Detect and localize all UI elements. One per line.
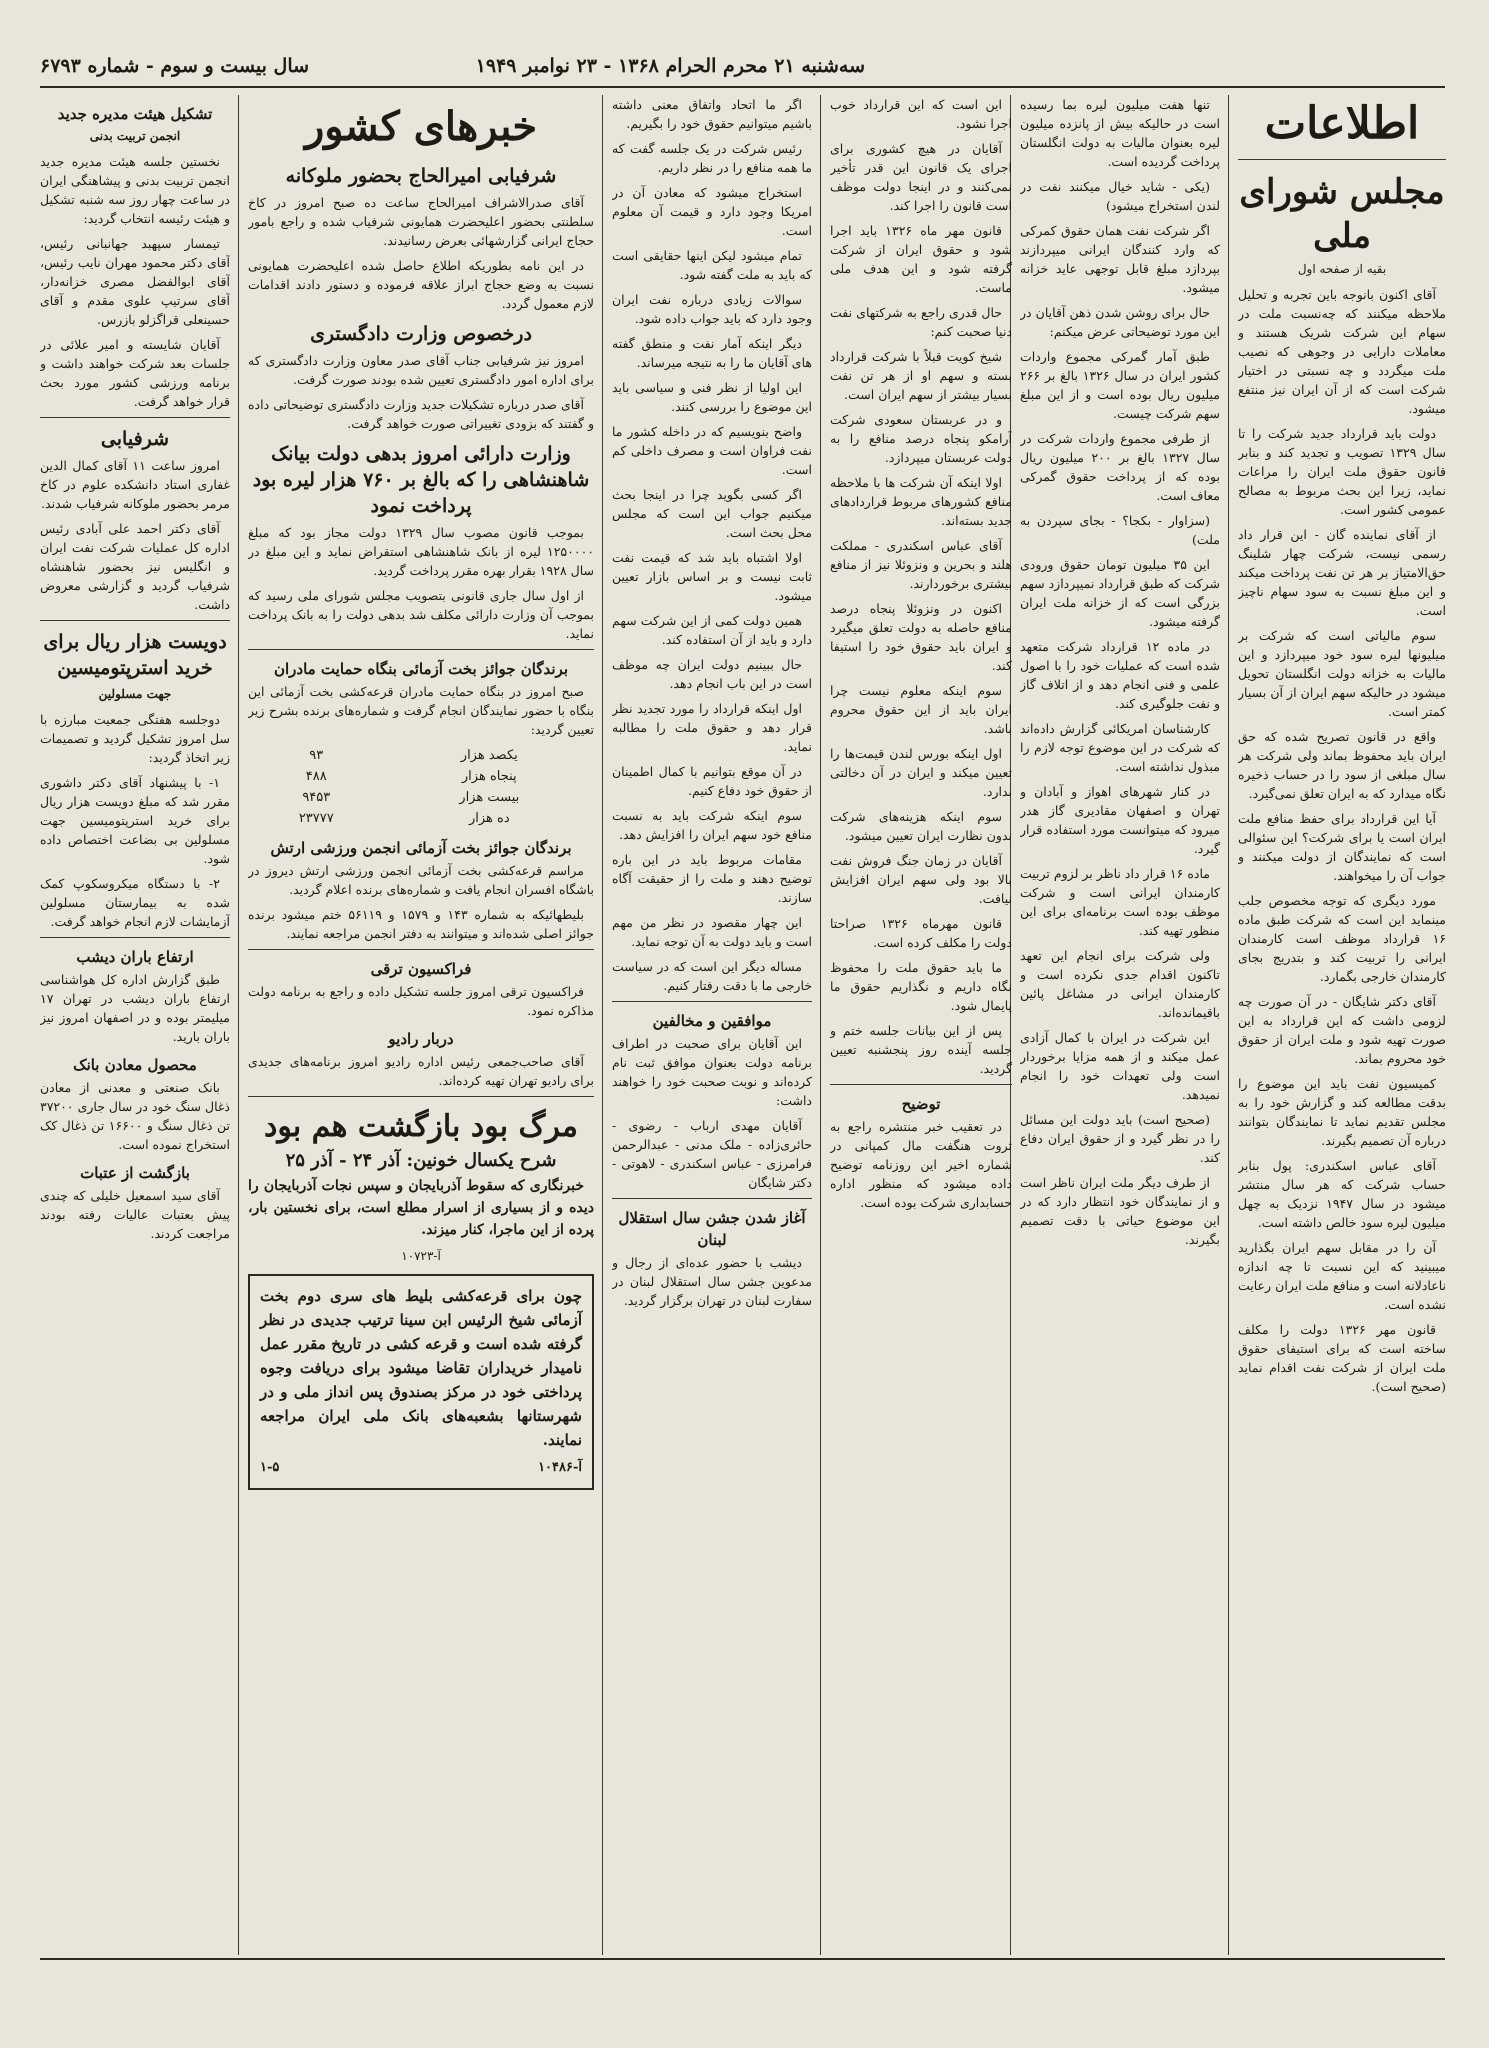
article-paragraph: امروز ساعت ۱۱ آقای کمال الدین غفاری استاد دانشکده علوم در کاخ مرمر بحضور ملوکانه شرفیاب شدند.: [40, 458, 230, 511]
article-paragraph: (یکی - شاید خیال میکنند نفت در لندن استخراج میشود): [1020, 179, 1220, 213]
headline-faction: فراکسیون ترقی: [370, 960, 472, 978]
article-paragraph: پس از این بیانات جلسه ختم و جلسه آینده روز پنجشنبه تعیین گردید.: [830, 1023, 1012, 1076]
issue-date: سه‌شنبه ۲۱ محرم الحرام ۱۳۶۸ - ۲۳ نوامبر ۱۹۴۹: [475, 55, 865, 77]
lebanon-title: آغاز شدن جشن سال استقلال لبنان: [618, 1209, 806, 1249]
ad-code: آ-۱۰۴۸۶: [538, 1460, 582, 1475]
article-paragraph: در این نامه بطوریکه اطلاع حاصل شده اعلیحضرت همایونی نسبت به وضع حجاج ابراز علاقه فرموده و دستور دادند اقدامات لازم معمول گردد.: [248, 258, 594, 311]
divider: [40, 937, 230, 938]
article-paragraph: از آقای نماینده گان - این قرار داد رسمی نیست، شرکت چهار شلینگ حق‌الامتیاز بر هر تن نفت پرداخت میکند و این مبلغ نسبت به سود سهام ناچیز است.: [1238, 527, 1446, 618]
article-paragraph: مورد دیگری که توجه مخصوص جلب مینماید این است که شرکت طبق ماده ۱۶ قرارداد موظف است کارمندان ایرانی را تربیت کند و بتدریج بجای کارمندان خارجی بگمارد.: [1238, 893, 1446, 984]
headline-lottery-mothers: برندگان جوائز بخت آزمائی بنگاه حمایت مادران: [273, 660, 569, 678]
ad-mark: ۱-۵: [260, 1460, 280, 1475]
supporters-names: آقایان مهدی ارباب - رضوی - حائری‌زاده - ملک مدنی - عبدالرحمن فرامرزی - عباس اسکندری - لاهوتی - دکتر شایگان: [612, 1118, 812, 1190]
table-row: [248, 808, 594, 829]
article-paragraph: تمام میشود لیکن اینها حقایقی است که باید به ملت گفته شود.: [612, 248, 812, 282]
serial-banner-title: مرگ بود بازگشت هم بود: [264, 1109, 578, 1144]
headline-lottery-army: برندگان جوائز بخت آزمائی انجمن ورزشی ارتش: [270, 839, 572, 857]
article-paragraph: حال برای روشن شدن ذهن آقایان در این مورد توضیحاتی عرض میکنم:: [1020, 305, 1220, 339]
article-paragraph: فراکسیون ترقی امروز جلسه تشکیل داده و راجع به برنامه دولت مذاکره نمود.: [248, 984, 594, 1018]
divider: [612, 1001, 812, 1002]
article-paragraph: مراسم قرعه‌کشی بخت آزمائی انجمن ورزشی ارتش دیروز در باشگاه افسران انجام یافت و شماره‌های برنده اعلام گردید.: [248, 863, 594, 897]
lottery-ad-box: [248, 1274, 594, 1490]
headline-audience: شرفیابی: [100, 428, 170, 450]
headline-board: تشکیل هیئت مدیره جدید: [57, 105, 213, 123]
column-parliament: [1238, 95, 1446, 1955]
column-oil-debate-continued: [612, 95, 812, 1955]
article-paragraph: ۱- با پیشنهاد آقای دکتر داشوری مقرر شد که مبلغ دویست هزار ریال برای خرید استرپتومیسین جهت مسلولین بی بضاعت اختصاص داده شود.: [40, 775, 230, 866]
serial-banner-subtitle: شرح یکسال خونین: آذر ۲۴ - آذر ۲۵: [285, 1150, 557, 1171]
column-oil-debate: [830, 95, 1012, 1955]
article-paragraph: آقای صدرالاشراف امیرالحاج ساعت ده صبح امروز در کاخ سلطنتی بحضور اعلیحضرت همایونی شرفیاب شده و راجع بامور حجاج ایرانی گزارشهائی بعرض رسانیدند.: [248, 195, 594, 248]
article-paragraph: اگر ما اتحاد واتفاق معنی داشته باشیم میتوانیم حقوق خود را بگیریم.: [612, 97, 812, 131]
article-paragraph: این است که این قرارداد خوب اجرا نشود.: [830, 97, 1012, 131]
article-paragraph: همین دولت کمی از این شرکت سهم دارد و باید از آن استفاده کند.: [612, 613, 812, 647]
article-paragraph: در آن موقع بتوانیم با کمال اطمینان از حقوق خود دفاع کنیم.: [612, 764, 812, 798]
lottery-ad-text: چون برای قرعه‌کشی بلیط های سری دوم بخت آزمائی شیخ الرئیس ابن سینا ترتیب جدیدی در نظر گرفته شده است و قرعه کشی در تاریخ مقرر عمل نامیدار خریداران تقاضا میشود برای دریافت وجوه پرداختی خود در مرکز بصندوق پس انداز ملی و در شهرستانها بشعبه‌های بانک ملی ایران مراجعه نمایند.: [260, 1287, 582, 1449]
table-row: [248, 766, 594, 787]
article-paragraph: آقایان در زمان جنگ فروش نفت بالا بود ولی سهم ایران افزایش نیافت.: [830, 853, 1012, 906]
article-paragraph: در ماده ۱۲ قرارداد شرکت متعهد شده است که عملیات خود را با اصول علمی و فنی انجام دهد و از اتلاف گاز و نفت جلوگیری کند.: [1020, 639, 1220, 711]
ticket-number: ۹۳: [309, 748, 324, 763]
divider: [248, 949, 594, 950]
prize-label: پنجاه هزار: [461, 769, 517, 784]
article-paragraph: این شرکت در ایران با کمال آزادی عمل میکند و از همه مزایا برخوردار است ولی تعهدات خود را انجام نمیدهد.: [1020, 1030, 1220, 1102]
serial-banner-text: خبرنگاری که سقوط آذربایجان و سپس نجات آذربایجان را دیده و از بسیاری از اسرار مطلع است، برای نخستین بار، پرده از این ماجرا، کنار میزند.: [248, 1178, 594, 1238]
article-paragraph: مساله دیگر این است که در سیاست خارجی ما با دقت رفتار کنیم.: [612, 959, 812, 993]
divider: [1238, 159, 1446, 160]
divider: [40, 620, 230, 621]
column-rule: [602, 95, 603, 1955]
column-rule: [238, 95, 239, 1955]
article-paragraph: در کنار شهرهای اهواز و آبادان و تهران و اصفهان مقادیری گاز هدر میرود که میتوانست مورد استفاده قرار گیرد.: [1020, 784, 1220, 856]
article-paragraph: قانون مهر ماه ۱۳۲۶ باید اجرا شود و حقوق ایران از شرکت گرفته شود و این هدف ملی ماست.: [830, 223, 1012, 295]
article-paragraph: اگر شرکت نفت همان حقوق کمرکی که وارد کنندگان ایرانی میپردازند بپردازد مبلغ قابل توجهی عاید خزانه میشود.: [1020, 223, 1220, 295]
article-paragraph: واضح بنویسیم که در داخله کشور ما نفت فراوان است و مصرف داخلی کم است.: [612, 424, 812, 477]
section-title-domestic: خبرهای کشور: [304, 103, 538, 150]
ticket-number: ۹۴۵۳: [302, 790, 331, 805]
article-paragraph: حال ببینیم دولت ایران چه موظف است در این باب انجام دهد.: [612, 657, 812, 691]
lebanon-text: دیشب با حضور عده‌ای از رجال و مدعوین جشن سال استقلال لبنان در سفارت لبنان در تهران برگزار گردید.: [612, 1255, 812, 1308]
article-paragraph: سوم اینکه شرکت باید به نسبت منافع خود سهم ایران را افزایش دهد.: [612, 808, 812, 842]
article-paragraph: قانون مهرماه ۱۳۲۶ صراحتا دولت را مکلف کرده است.: [830, 916, 1012, 950]
headline-radio: دربار رادیو: [388, 1030, 454, 1048]
subhead-streptomycin: جهت مسلولین: [98, 687, 172, 701]
article-paragraph: سوم مالیاتی است که شرکت بر میلیونها لیره سود خود میپردازد و این مالیات به خزانه دولت انگلستان تحویل میشود در حالیکه سهم ایران از آن بسیار کمتر است.: [1238, 628, 1446, 719]
prize-label: ده هزار: [468, 811, 510, 826]
article-paragraph: (صحیح است) باید دولت این مسائل را در نظر گیرد و از حقوق ایران دفاع کند.: [1020, 1112, 1220, 1165]
column-parliament-continued: [1020, 95, 1220, 1955]
article-paragraph: سوالات زیادی درباره نفت ایران وجود دارد که باید جواب داده شود.: [612, 292, 812, 326]
article-paragraph: آقایان در هیچ کشوری برای اجرای یک قانون این قدر تأخیر نمی‌کنند و در اینجا دولت موظف است قانون را اجرا کند.: [830, 141, 1012, 213]
article-paragraph: ولی شرکت برای انجام این تعهد تاکنون اقدام جدی نکرده است و کارمندان ایرانی در مشاغل پائین باقیمانده‌اند.: [1020, 948, 1220, 1020]
column-briefs: [40, 95, 230, 1955]
article-paragraph: قانون مهر ۱۳۲۶ دولت را مکلف ساخته است که برای استیفای حقوق ملت ایران از شرکت نفت اقدام نماید (صحیح است).: [1238, 1322, 1446, 1394]
article-paragraph: اولا اشتباه باید شد که قیمت نفت ثابت نیست و بر اساس بازار تعیین میشود.: [612, 550, 812, 603]
article-paragraph: تیمسار سپهبد جهانبانی رئیس، آقای دکتر محمود مهران نایب رئیس، آقای ابوالفضل مصری خزانه‌دار، آقای سرتیپ علوی مقدم و آقای حسینعلی قراگزلو بازرس.: [40, 236, 230, 327]
article-paragraph: اولا اینکه آن شرکت ها با ملاحظه منافع کشورهای مربوط قراردادهای جدید بسته‌اند.: [830, 475, 1012, 528]
article-paragraph: (سزاوار - بکجا؟ - بجای سپردن به ملت): [1020, 513, 1220, 547]
article-paragraph: آقای دکتر شایگان - در آن صورت چه لزومی داشت که این قرارداد به این صورت تهیه شود و ملت ایران از حقوق خود محروم بماند.: [1238, 994, 1446, 1066]
article-paragraph: آقای صاحب‌جمعی رئیس اداره رادیو امروز برنامه‌های جدیدی برای رادیو تهران تهیه کرده‌اند.: [248, 1054, 594, 1088]
article-paragraph: سوم اینکه معلوم نیست چرا ایران باید از این حقوق محروم باشد.: [830, 683, 1012, 736]
article-paragraph: دوجلسه هفتگی جمعیت مبارزه با سل امروز تشکیل گردید و تصمیمات زیر اتخاذ گردید:: [40, 712, 230, 765]
divider: [830, 1084, 1012, 1085]
divider: [248, 1096, 594, 1097]
article-paragraph: از اول سال جاری قانونی بتصویب مجلس شورای ملی رسید که بموجب آن وزارت دارائی مکلف شد بدهی دولت را به بانک پرداخت نماید.: [248, 588, 594, 641]
article-paragraph: ۲- با دستگاه میکروسکوپ کمک شده به بیمارستان مسلولین آزمایشات لازم انجام خواهد گرفت.: [40, 876, 230, 929]
article-paragraph: بلیطهائیکه به شماره ۱۴۳ و ۱۵۷۹ و ۵۶۱۱۹ ختم میشود برنده جوائز اصلی شده‌اند و میتوانند به دفتر انجمن مراجعه نمایند.: [248, 907, 594, 941]
article-paragraph: این اولیا از نظر فنی و سیاسی باید این موضوع را بررسی کنند.: [612, 380, 812, 414]
article-paragraph: شیخ کویت قبلاً با شرکت قرارداد بسته و سهم او از هر تن نفت بسیار بیشتر از سهم ایران است.: [830, 349, 1012, 402]
prize-label: بیست هزار: [459, 790, 520, 805]
table-row: [248, 787, 594, 808]
article-paragraph: حال قدری راجع به شرکتهای نفت دنیا صحبت کنم:: [830, 305, 1012, 339]
article-paragraph: استخراج میشود که معادن آن در امریکا وجود دارد و قیمت آن معلوم است.: [612, 185, 812, 238]
column-rule: [820, 95, 821, 1955]
article-paragraph: اگر کسی بگوید چرا در اینجا بحث میکنیم جواب این است که مجلس محل بحث است.: [612, 487, 812, 540]
column-rule: [1228, 95, 1229, 1955]
column-domestic-news: [248, 95, 594, 1955]
article-paragraph: صبح امروز در بنگاه حمایت مادران قرعه‌کشی بخت آزمائی این بنگاه با حضور نمایندگان انجام گرفت و شماره‌های برنده بشرح زیر تعیین گردید:: [248, 684, 594, 737]
article-paragraph: آقای دکتر احمد علی آبادی رئیس اداره کل عملیات شرکت نفت ایران و انگلیس نیز بحضور شاهنشاه شرفیاب گردید و گزارشی معروض داشت.: [40, 521, 230, 612]
notice-title: توضیح: [901, 1095, 941, 1113]
article-paragraph: مقامات مربوط باید در این باره توضیح دهند و ملت را از حقیقت آگاه سازند.: [612, 852, 812, 905]
article-paragraph: دیگر اینکه آمار نفت و منطق گفته های آقایان ما را به نتیجه میرساند.: [612, 336, 812, 370]
masthead-logo: اطلاعات: [1264, 98, 1420, 149]
article-paragraph: بانک صنعتی و معدنی از معادن ذغال سنگ خود در سال جاری ۳۷۲۰۰ تن ذغال سنگ و ۱۶۶۰۰ تن ذغال کک استخراج نموده است.: [40, 1080, 230, 1152]
article-paragraph: آیا این قرارداد برای حفظ منافع ملت ایران است یا برای شرکت؟ این سئوالی است که نمایندگان از دولت میکنند و جواب آن را میخواهند.: [1238, 811, 1446, 883]
lottery-results-table: [248, 745, 594, 829]
headline-finance: وزارت دارائی امروز بدهی دولت بیانک شاهنشاهی را که بالغ بر ۷۶۰ هزار لیره بود پرداخت نمود: [252, 443, 590, 517]
issue-number: سال بیست و سوم - شماره ۶۷۹۳: [40, 55, 310, 77]
article-paragraph: سوم اینکه هزینه‌های شرکت بدون نظارت ایران تعیین میشود.: [830, 809, 1012, 843]
article-paragraph: این چهار مقصود در نظر من مهم است و باید دولت به آن توجه نماید.: [612, 915, 812, 949]
article-paragraph: آقای عباس اسکندری: پول بنابر حساب شرکت که هر سال منتشر میشود در سال ۱۹۴۷ نزدیک به چهل میلیون لیره سود خالص داشته است.: [1238, 1158, 1446, 1230]
article-paragraph: از طرف دیگر ملت ایران ناظر است و از نمایندگان خود انتظار دارد که در این موضوع حیاتی با دقت تصمیم بگیرند.: [1020, 1175, 1220, 1247]
subhead-board: انجمن تربیت بدنی: [89, 129, 181, 143]
article-paragraph: آقای صدر درباره تشکیلات جدید وزارت دادگستری توضیحاتی داده و گفتند که بزودی تغییراتی صورت خواهد گرفت.: [248, 397, 594, 431]
header-rule: [40, 86, 1445, 88]
article-paragraph: این ۳۵ میلیون تومان حقوق ورودی شرکت که طبق قرارداد نمیپردازد سهم بزرگی است که از خزانه ملت ایران گرفته میشود.: [1020, 557, 1220, 629]
ticket-number: ۴۸۸: [305, 769, 327, 784]
notice-text: در تعقیب خبر منتشره راجع به ثروت هنگفت مال کمپانی در شماره اخیر این روزنامه توضیح داده میشود که منظور اداره حسابداری شرکت بوده است.: [830, 1119, 1012, 1210]
article-paragraph: طبق آمار گمرکی مجموع واردات کشور ایران در سال ۱۳۲۶ بالغ بر ۲۶۶ میلیون ریال بوده است و از این مبلغ سهم شرکت چیست.: [1020, 349, 1220, 421]
table-row: [248, 745, 594, 766]
article-paragraph: رئیس شرکت در یک جلسه گفت که ما همه منافع را در نظر داریم.: [612, 141, 812, 175]
divider: [248, 649, 594, 650]
continued-label: بقیه از صفحه اول: [1297, 262, 1387, 276]
footer-rule: [40, 1958, 1445, 1960]
article-paragraph: ما باید حقوق ملت را محفوظ نگاه داریم و نگذاریم حقوق ما پایمال شود.: [830, 960, 1012, 1013]
article-paragraph: کمیسیون نفت باید این موضوع را بدقت مطالعه کند و گزارش خود را به مجلس تقدیم نماید تا نمایندگان بتوانند درباره آن تصمیم بگیرند.: [1238, 1076, 1446, 1148]
article-paragraph: دولت باید قرارداد جدید شرکت را تا سال ۱۳۲۹ تصویب و تجدید کند و بنابر قانون حقوق ملت ایران را مراعات نماید، زیرا این بحث مربوط به مصالح عمومی کشور است.: [1238, 426, 1446, 517]
dateline-bar: [40, 48, 1445, 84]
divider: [40, 417, 230, 418]
article-paragraph: نخستین جلسه هیئت مدیره جدید انجمن تربیت بدنی و پیشاهنگی ایران در ساعت چهار روز سه شنبه تشکیل و هیئت رئیسه انتخاب گردید:: [40, 154, 230, 226]
article-paragraph: آقای عباس اسکندری - مملکت هلند و بحرین و ونزوئلا نیز از منافع بیشتری برخوردارند.: [830, 538, 1012, 591]
article-paragraph: و در عربستان سعودی شرکت آرامکو پنجاه درصد منافع را به دولت عربستان میپردازد.: [830, 412, 1012, 465]
article-paragraph: اول اینکه بورس لندن قیمت‌ها را تعیین میکند و ایران در آن دخالتی ندارد.: [830, 746, 1012, 799]
article-paragraph: امروز نیز شرفیابی جناب آقای صدر معاون وزارت دادگستری که برای اداره امور دادگستری تعیین شده بودند صورت گرفت.: [248, 353, 594, 387]
article-paragraph: طبق گزارش اداره کل هواشناسی ارتفاع باران دیشب در تهران ۱۷ میلیمتر بوده و در اصفهان امروز نیز باران بارید.: [40, 972, 230, 1044]
headline-mines: محصول معادن بانک: [73, 1056, 197, 1074]
article-paragraph: بموجب قانون مصوب سال ۱۳۲۹ دولت مجاز بود که مبلغ ۱۲۵۰۰۰۰ لیره از بانک شاهنشاهی استقراض نماید و این مبلغ در سال ۱۹۲۸ بقرار بهره مقرر پرداخت گردید.: [248, 525, 594, 578]
supporters-text: این آقایان برای صحبت در اطراف برنامه دولت بعنوان موافق ثبت نام کرده‌اند و نوبت صحبت خود را خواهند داشت:: [612, 1036, 812, 1108]
headline-parliament: مجلس شورای ملی: [1239, 172, 1445, 256]
article-paragraph: تنها هفت میلیون لیره بما رسیده است در حالیکه بیش از پانزده میلیون لیره بعنوان مالیات به دولت انگلستان پرداخت گردیده است.: [1020, 97, 1220, 169]
article-paragraph: کارشناسان امریکائی گزارش داده‌اند که شرکت در این موضوع توجه لازم را مبذول نداشته است.: [1020, 721, 1220, 774]
divider: [612, 1198, 812, 1199]
ticket-number: ۲۳۷۷۷: [298, 811, 334, 826]
headline-return: بازگشت از عتبات: [80, 1164, 190, 1182]
article-paragraph: اکنون در ونزوئلا پنجاه درصد منافع حاصله به دولت تعلق میگیرد و ایران باید حقوق خود را استیفا کند.: [830, 601, 1012, 673]
article-paragraph: آقای اکنون بانوجه باین تجربه و تحلیل ملاحظه میکنند که چه‌نسبت ملت در سهام این شرکت شریک هستند و معاملات دارایی در وجوهی که نصیب ملت میگردد و چه نسبتی در اختیار شرکت است که از آن ایران نیز منتفع میشود.: [1238, 287, 1446, 416]
article-paragraph: آن را در مقابل سهم ایران بگذارید میبینید که این نسبت تا چه اندازه ناعادلانه است و منافع ملت ایران رعایت نشده است.: [1238, 1240, 1446, 1312]
article-paragraph: اول اینکه قرارداد را مورد تجدید نظر قرار دهد و حقوق ملت را مطالبه نماید.: [612, 701, 812, 754]
headline-justice: درخصوص وزارت دادگستری: [310, 323, 532, 345]
article-paragraph: از طرفی مجموع واردات شرکت در سال ۱۳۲۷ بالغ بر ۲۰۰ میلیون ریال بوده که از پرداخت حقوق گمرکی معاف است.: [1020, 431, 1220, 503]
article-paragraph: آقای سید اسمعیل خلیلی که چندی پیش بعتبات عالیات رفته بودند مراجعت کردند.: [40, 1188, 230, 1241]
article-paragraph: آقایان شایسته و امیر علائی در جلسات بعد شرکت خواهند داشت و برنامه ورزشی کشور مورد بحث قرار خواهد گرفت.: [40, 337, 230, 409]
article-paragraph: ماده ۱۶ قرار داد ناظر بر لزوم تربیت کارمندان ایرانی است و شرکت موظف بوده است برنامه‌ای برای این منظور تهیه کند.: [1020, 866, 1220, 938]
headline-hajj: شرفیابی امیرالحاج بحضور ملوکانه: [285, 165, 557, 187]
ad-code: آ-۱۰۷۲۳: [401, 1249, 441, 1263]
supporters-title: موافقین و مخالفین: [652, 1012, 772, 1030]
headline-streptomycin: دویست هزار ریال برای خرید استرپتومیسین: [43, 631, 227, 679]
headline-rain: ارتفاع باران دیشب: [76, 948, 194, 966]
article-paragraph: واقع در قانون تصریح شده که حق ایران باید محفوظ بماند ولی شرکت هر سال مبلغی از سود را در حساب ذخیره نگاه میدارد که به ایران تعلق نمی‌گیرد.: [1238, 729, 1446, 801]
prize-label: یکصد هزار: [460, 748, 518, 763]
